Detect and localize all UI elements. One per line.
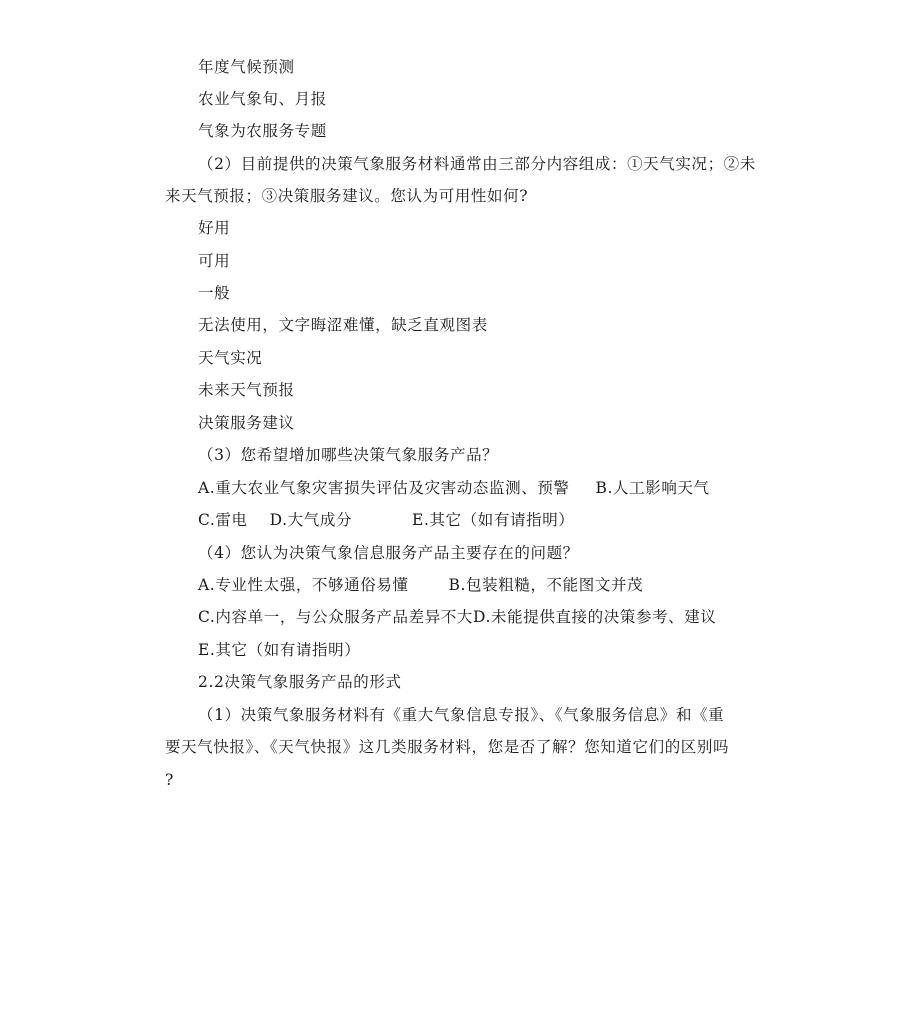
q3-option-a: A.重大农业气象灾害损失评估及灾害动态监测、预警 [198,479,570,497]
question-2-2-1-line-2: 要天气快报》、《天气快报》这几类服务材料，您是否了解？您知道它们的区别吗 [165,738,730,756]
q4-option-b: B.包装粗糙，不能图文并茂 [448,576,644,594]
question-4: （4）您认为决策气象信息服务产品主要存在的问题？ [198,544,579,562]
q4-option-c: C.内容单一，与公众服务产品差异不大 [198,608,474,626]
option-weather-obs: 天气实况 [198,349,263,367]
option-good: 好用 [198,219,231,237]
q4-option-e: E.其它（如有请指明） [198,641,361,659]
question-3-options-row-2 [198,510,574,530]
q3-option-c: C.雷电 [198,511,248,529]
option-annual-climate-forecast: 年度气候预测 [198,58,295,76]
section-heading-2-2: 2.2决策气象服务产品的形式 [198,673,402,691]
option-agri-weather-report: 农业气象旬、月报 [198,90,327,108]
question-2-line-1: （2）目前提供的决策气象服务材料通常由三部分内容组成：①天气实况；②未 [198,155,756,173]
question-2-2-1-line-1: （1）决策气象服务材料有《重大气象信息专报》、《气象服务信息》和《重 [198,706,725,724]
question-2-line-2: 来天气预报；③决策服务建议。您认为可用性如何? [165,187,529,205]
question-4-options-row-2 [198,607,716,627]
q4-option-d: D.未能提供直接的决策参考、建议 [473,608,717,626]
option-average: 一般 [198,284,231,302]
q3-option-d: D.大气成分 [269,511,353,529]
option-decision-advice: 决策服务建议 [198,414,295,432]
q4-option-a: A.专业性太强，不够通俗易懂 [198,576,409,594]
question-3-options-row-1 [198,478,710,498]
question-4-options-row-1 [198,575,643,595]
q3-option-e: E.其它（如有请指明） [412,511,575,529]
option-agri-service-topic: 气象为农服务专题 [198,122,327,140]
question-2-2-1-line-3: ? [165,771,174,789]
option-usable: 可用 [198,252,231,270]
q3-option-b: B.人工影响天气 [595,479,710,497]
option-unusable: 无法使用，文字晦涩难懂，缺乏直观图表 [198,316,488,334]
option-future-forecast: 未来天气预报 [198,381,295,399]
question-3: （3）您希望增加哪些决策气象服务产品？ [198,446,499,464]
